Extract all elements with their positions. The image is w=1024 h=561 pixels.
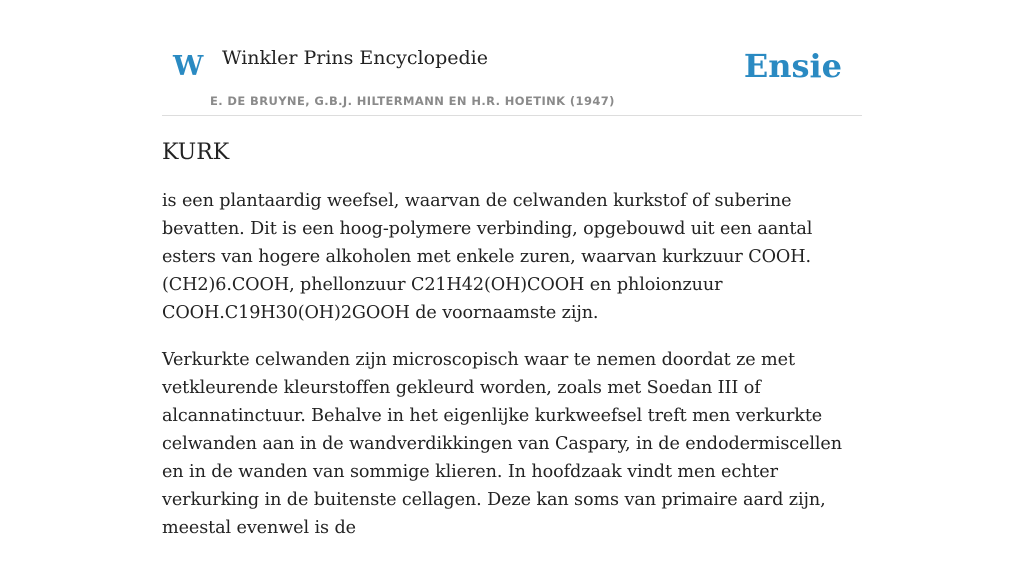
article-headword: KURK <box>162 140 230 165</box>
source-title[interactable]: Winkler Prins Encyclopedie <box>222 47 488 69</box>
source-authors: E. DE BRUYNE, G.B.J. HILTERMANN EN H.R. HOETINK (1947) <box>210 94 615 108</box>
ensie-logo[interactable]: Ensie <box>743 47 842 85</box>
winkler-prins-logo[interactable]: W <box>173 51 204 82</box>
article-paragraph: Verkurkte celwanden zijn microscopisch waar te nemen doordat ze met vetkleurende kleurstoffen gekleurd worden, zoals met Soedan III of alcannatinctuur. Behalve in het eigenlijke kurkweefsel treft men verkurkte celwanden aan in de wandverdikkingen van Caspary, in de endodermiscellen en in de wanden van sommige klieren. In hoofdzaak vindt men echter verkurking in de buitenste cellagen. Deze kan soms van primaire aard zijn, meestal evenwel is de <box>162 350 842 538</box>
header <box>162 36 862 116</box>
article-paragraph: is een plantaardig weefsel, waarvan de celwanden kurkstof of suberine bevatten. Dit is een hoog-polymere verbinding, opgebouwd uit een aantal esters van hogere alkoholen met enkele zuren, waarvan kurkzuur COOH.(CH2)6.COOH, phellonzuur C21H42(OH)COOH en phloionzuur COOH.C19H30(OH)2GOOH de voornaamste zijn. <box>162 191 813 323</box>
article <box>162 140 862 561</box>
